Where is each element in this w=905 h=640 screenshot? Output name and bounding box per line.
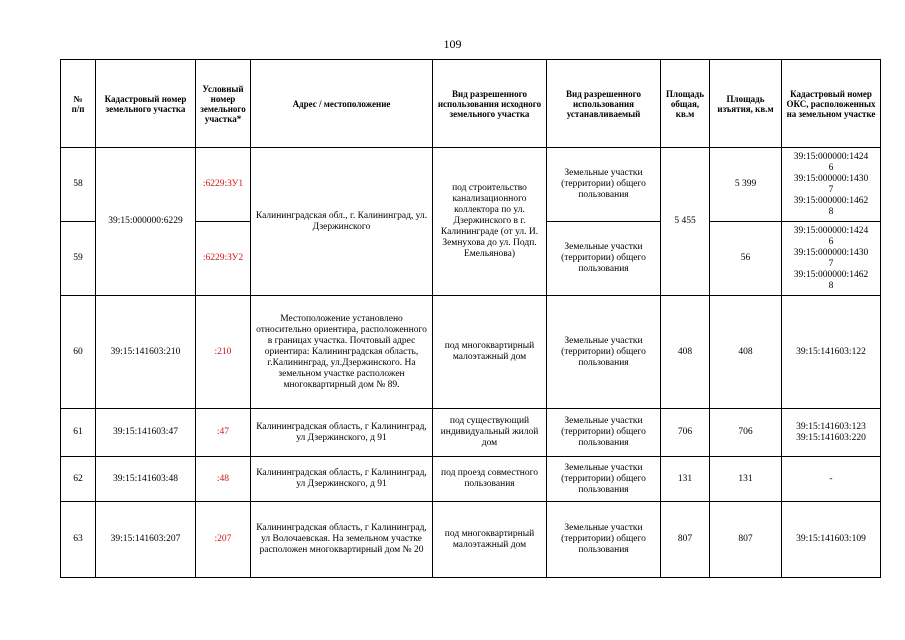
row-area-taken: 706 [710,409,782,457]
page-number: 109 [443,37,462,51]
row-num: 62 [61,457,96,502]
row-oks: 39:15:141603:122 [782,296,881,409]
row-use-set: Земельные участки (территории) общего пользования [547,409,661,457]
row-oks: 39:15:000000:1424 6 39:15:000000:1430 7 39:15:000000:1462 8 [782,222,881,296]
header-conditional: Условный номер земельного участка* [196,60,251,148]
row-area-total: 408 [661,296,710,409]
row-cadastral: 39:15:141603:210 [96,296,196,409]
row-conditional: :6229:ЗУ1 [196,148,251,222]
row-use-set: Земельные участки (территории) общего пользования [547,222,661,296]
header-num: № п/п [61,60,96,148]
row-num: 58 [61,148,96,222]
row-area-taken: 408 [710,296,782,409]
row-conditional: :6229:ЗУ2 [196,222,251,296]
table-row [61,457,881,502]
table-row [61,148,881,222]
header-address: Адрес / местоположение [251,60,433,148]
table-row [61,296,881,409]
row-cadastral: 39:15:141603:47 [96,409,196,457]
row-num: 59 [61,222,96,296]
row-area-taken: 131 [710,457,782,502]
row-oks: 39:15:141603:123 39:15:141603:220 [782,409,881,457]
row-use-original: под проезд совместного пользования [433,457,547,502]
header-oks: Кадастровый номер ОКС, расположенных на земельном участке [782,60,881,148]
row-use-original: под многоквартирный малоэтажный дом [433,502,547,578]
row-num: 63 [61,502,96,578]
row-use-set: Земельные участки (территории) общего пользования [547,296,661,409]
row-cadastral: 39:15:141603:207 [96,502,196,578]
row-area-taken: 807 [710,502,782,578]
row-area-taken: 56 [710,222,782,296]
table-row [61,502,881,578]
row-address: Калининградская область, г Калининград, ул Дзержинского, д 91 [251,409,433,457]
row-oks: 39:15:141603:109 [782,502,881,578]
row-address: Калининградская область, г Калининград, ул Волочаевская. На земельном участке расположен многоквартирный дом № 20 [251,502,433,578]
row-conditional: :210 [196,296,251,409]
row-cadastral: 39:15:141603:48 [96,457,196,502]
row-use-original: под многоквартирный малоэтажный дом [433,296,547,409]
row-address: Калининградская область, г Калининград, ул Дзержинского, д 91 [251,457,433,502]
row-use-original: под строительство канализационного коллектора по ул. Дзержинского в г. Калининграде (от ул. И. Земнухова до ул. Подп. Емельянова) [433,148,547,296]
row-use-original: под существующий индивидуальный жилой дом [433,409,547,457]
row-area-total: 5 455 [661,148,710,296]
row-num: 61 [61,409,96,457]
row-num: 60 [61,296,96,409]
row-area-total: 807 [661,502,710,578]
row-oks: - [782,457,881,502]
row-conditional: :207 [196,502,251,578]
header-cadastral: Кадастровый номер земельного участка [96,60,196,148]
row-address: Местоположение установлено относительно ориентира, расположенного в границах участка. Почтовый адрес ориентира: Калининградская область, г.Калининград, ул.Дзержинского. На земельном участке расположен многоквартирный дом № 89. [251,296,433,409]
header-use-original: Вид разрешенного использования исходного земельного участка [433,60,547,148]
row-use-set: Земельные участки (территории) общего пользования [547,148,661,222]
row-use-set: Земельные участки (территории) общего пользования [547,502,661,578]
row-area-taken: 5 399 [710,148,782,222]
row-use-set: Земельные участки (территории) общего пользования [547,457,661,502]
land-plots-table [60,59,881,578]
header-area-taken: Площадь изъятия, кв.м [710,60,782,148]
header-use-set: Вид разрешенного использования устанавливаемый [547,60,661,148]
row-address: Калининградская обл., г. Калининград, ул. Дзержинского [251,148,433,296]
table-row [61,409,881,457]
row-area-total: 131 [661,457,710,502]
header-area-total: Площадь общая, кв.м [661,60,710,148]
row-oks: 39:15:000000:1424 6 39:15:000000:1430 7 39:15:000000:1462 8 [782,148,881,222]
row-area-total: 706 [661,409,710,457]
row-cadastral: 39:15:000000:6229 [96,148,196,296]
header-row [61,60,881,148]
row-conditional: :48 [196,457,251,502]
row-conditional: :47 [196,409,251,457]
